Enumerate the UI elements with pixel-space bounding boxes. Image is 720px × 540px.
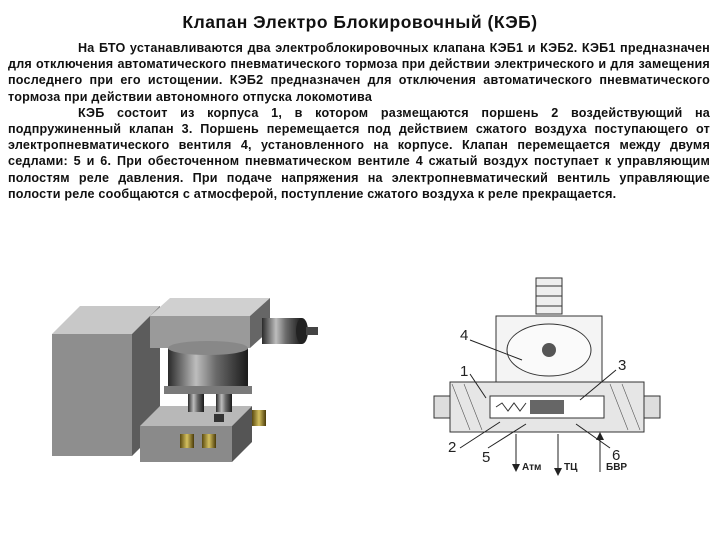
description-text [8, 40, 710, 202]
paragraph-purpose: На БТО устанавливаются два электроблокировочных клапана КЭБ1 и КЭБ2. КЭБ1 предназначен для отключения автоматического пневматического тормоза при действии электрического и для замещения последнего при его истощении. КЭБ2 предназначен для отключения автоматического пневматического тормоза при действии автономного отпуска локомотива [8, 41, 710, 104]
callout-2: 2 [448, 439, 457, 456]
valve-3d-illustration [40, 286, 360, 476]
port-label-tc: ТЦ [564, 462, 578, 473]
callout-6: 6 [612, 447, 621, 464]
valve-section-diagram [430, 272, 662, 482]
page-title: Клапан Электро Блокировочный (КЭБ) [182, 12, 538, 32]
paragraph-construction: КЭБ состоит из корпуса 1, в котором размещаются поршень 2 воздействующий на подпружиненный клапан 3. Поршень перемещается под действием сжатого воздуха поступающего от электропневматического вентиля 4, установленного на корпусе. Клапан перемещается между двумя седлами: 5 и 6. При обесточенном пневматическом вентиле 4 сжатый воздух поступает к управляющим полостям реле давления. При подаче напряжения на электропневматический вентиль управляющие полости реле сообщаются с атмосферой, поступление сжатого воздуха к реле прекращается. [8, 105, 710, 201]
port-label-atm: Атм [522, 462, 542, 473]
callout-1: 1 [460, 363, 469, 380]
port-label-bvr: БВР [606, 462, 628, 473]
callout-3: 3 [618, 357, 627, 374]
callout-4: 4 [460, 327, 469, 344]
callout-5: 5 [482, 449, 491, 466]
